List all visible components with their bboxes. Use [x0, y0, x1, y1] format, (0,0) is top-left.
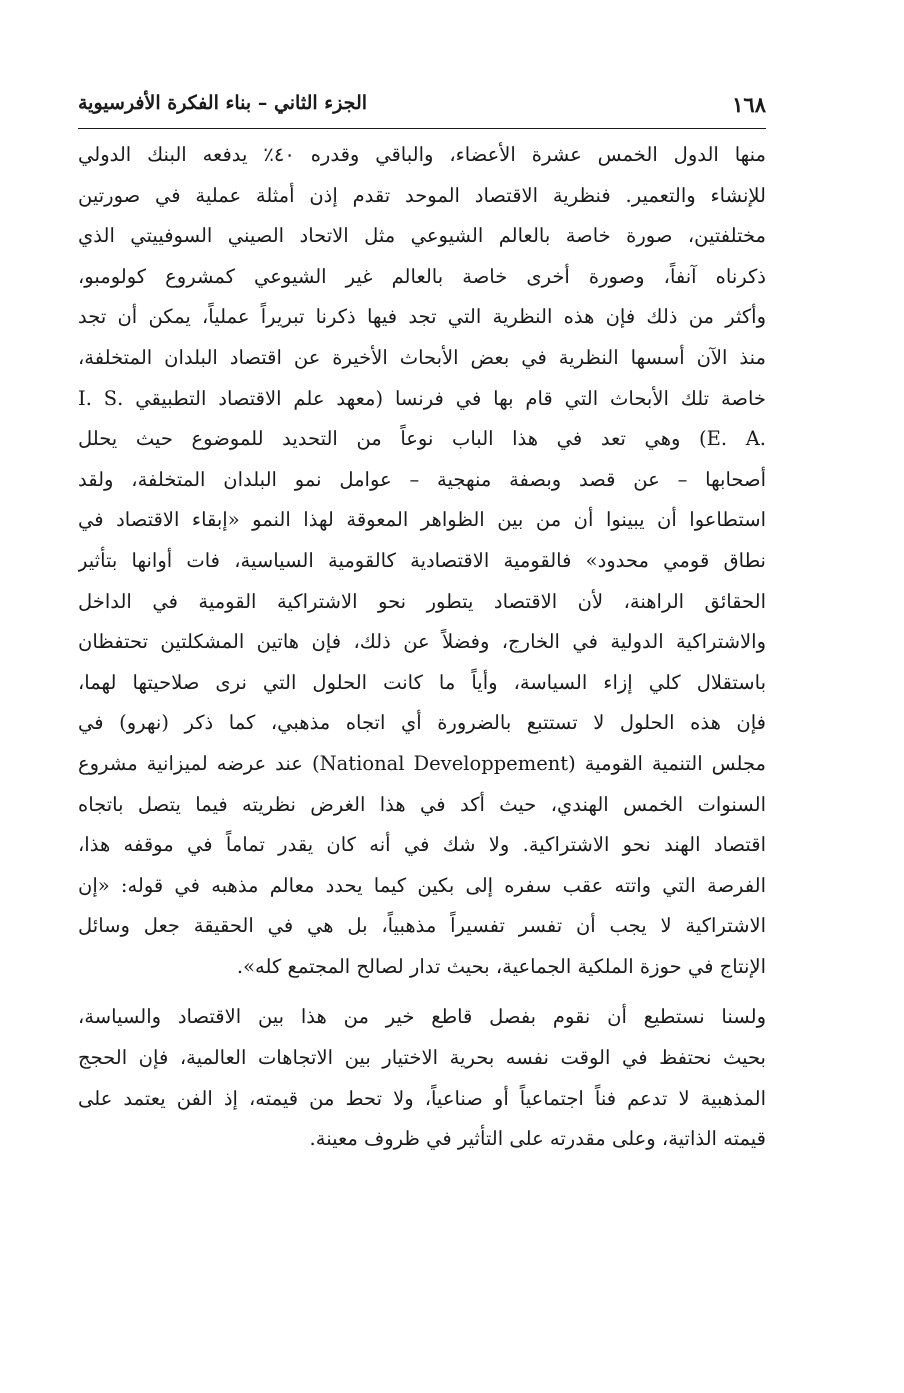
text-line: منها الدول الخمس عشرة الأعضاء، والباقي وقدره ٤٠٪ يدفعه البنك الدولي — [78, 143, 766, 166]
page-header — [78, 88, 766, 129]
paragraph-1 — [78, 135, 766, 987]
text-line: للإنشاء والتعمير. فنظرية الاقتصاد الموحد تقدم إذن أمثلة عملية في صورتين — [78, 183, 766, 207]
text-line: وأكثر من ذلك فإن هذه النظرية التي تجد فيها ذكرنا تبريراً عملياً، يمكن أن تجد — [78, 305, 766, 329]
text-line: المذهبية لا تدعم فناً اجتماعياً أو صناعياً، ولا تحط من قيمته، إذ الفن يعتمد على — [78, 1086, 766, 1110]
text-line: السنوات الخمس الهندي، حيث أكد في هذا الغرض نظريته فيما يتصل باتجاه — [78, 792, 766, 816]
text-line: قيمته الذاتية، وعلى مقدرته على التأثير في ظروف معينة. — [309, 1127, 766, 1151]
text-line: أصحابها – عن قصد وبصفة منهجية – عوامل نمو البلدان المتخلفة، ولقد — [78, 467, 766, 491]
page-number: ١٦٨ — [732, 92, 766, 117]
paragraph-2 — [78, 997, 766, 1159]
text-line: والاشتراكية الدولية في الخارج، وفضلاً عن ذلك، فإن هاتين المشكلتين تحتفظان — [78, 630, 766, 654]
text-line: ذكرناه آنفاً، وصورة أخرى خاصة بالعالم غير الشيوعي كمشروع كولومبو، — [78, 264, 766, 288]
text-line: منذ الآن أسسها النظرية في بعض الأبحاث الأخيرة عن اقتصاد البلدان المتخلفة، — [78, 345, 766, 369]
body-text — [78, 135, 766, 1160]
text-line: باستقلال كلي إزاء السياسة، وأياً ما كانت الحلول التي نرى صلاحيتها لهما، — [78, 670, 766, 694]
text-line: اقتصاد الهند نحو الاشتراكية. ولا شك في أنه كان يقدر تماماً في موقفه هذا، — [78, 833, 766, 857]
running-title: الجزء الثاني – بناء الفكرة الأفرسيوية — [78, 92, 368, 114]
text-line: فإن هذه الحلول لا تستتبع بالضرورة أي اتجاه مذهبي، كما ذكر (نهرو) في — [78, 711, 766, 735]
text-line: ولسنا نستطيع أن نقوم بفصل قاطع خير من هذا بين الاقتصاد والسياسة، — [78, 1005, 766, 1029]
book-page — [78, 88, 766, 1288]
text-line: نطاق قومي محدود» فالقومية الاقتصادية كالقومية السياسية، فات أوانها بتأثير — [78, 548, 766, 572]
paragraph-gap — [78, 987, 766, 997]
text-line: الفرصة التي واتته عقب سفره إلى بكين كيما يحدد معالم مذهبه في قوله: «إن — [78, 873, 766, 897]
text-line: استطاعوا أن يبينوا أن من بين الظواهر المعوقة لهذا النمو «إبقاء الاقتصاد في — [78, 508, 766, 532]
text-line: .E. A) وهي تعد في هذا الباب نوعاً من التحديد للموضوع حيث يحلل — [78, 427, 766, 451]
text-line: الحقائق الراهنة، لأن الاقتصاد يتطور نحو الاشتراكية القومية في الداخل — [78, 589, 766, 613]
text-line: الإنتاج في حوزة الملكية الجماعية، بحيث تدار لصالح المجتمع كله». — [236, 954, 766, 978]
text-line: مختلفتين، صورة خاصة بالعالم الشيوعي مثل الاتحاد الصيني السوفييتي الذي — [78, 224, 766, 248]
text-line: الاشتراكية لا يجب أن تفسر تفسيراً مذهبياً، بل هي في الحقيقة جعل وسائل — [78, 914, 766, 938]
text-line: مجلس التنمية القومية (National Developpement) عند عرضه لميزانية مشروع — [78, 751, 766, 775]
text-line: خاصة تلك الأبحاث التي قام بها في فرنسا (معهد علم الاقتصاد التطبيقي .I. S — [78, 386, 766, 410]
text-line: بحيث نحتفظ في الوقت نفسه بحرية الاختيار بين الاتجاهات العالمية، فإن الحجج — [78, 1046, 766, 1070]
